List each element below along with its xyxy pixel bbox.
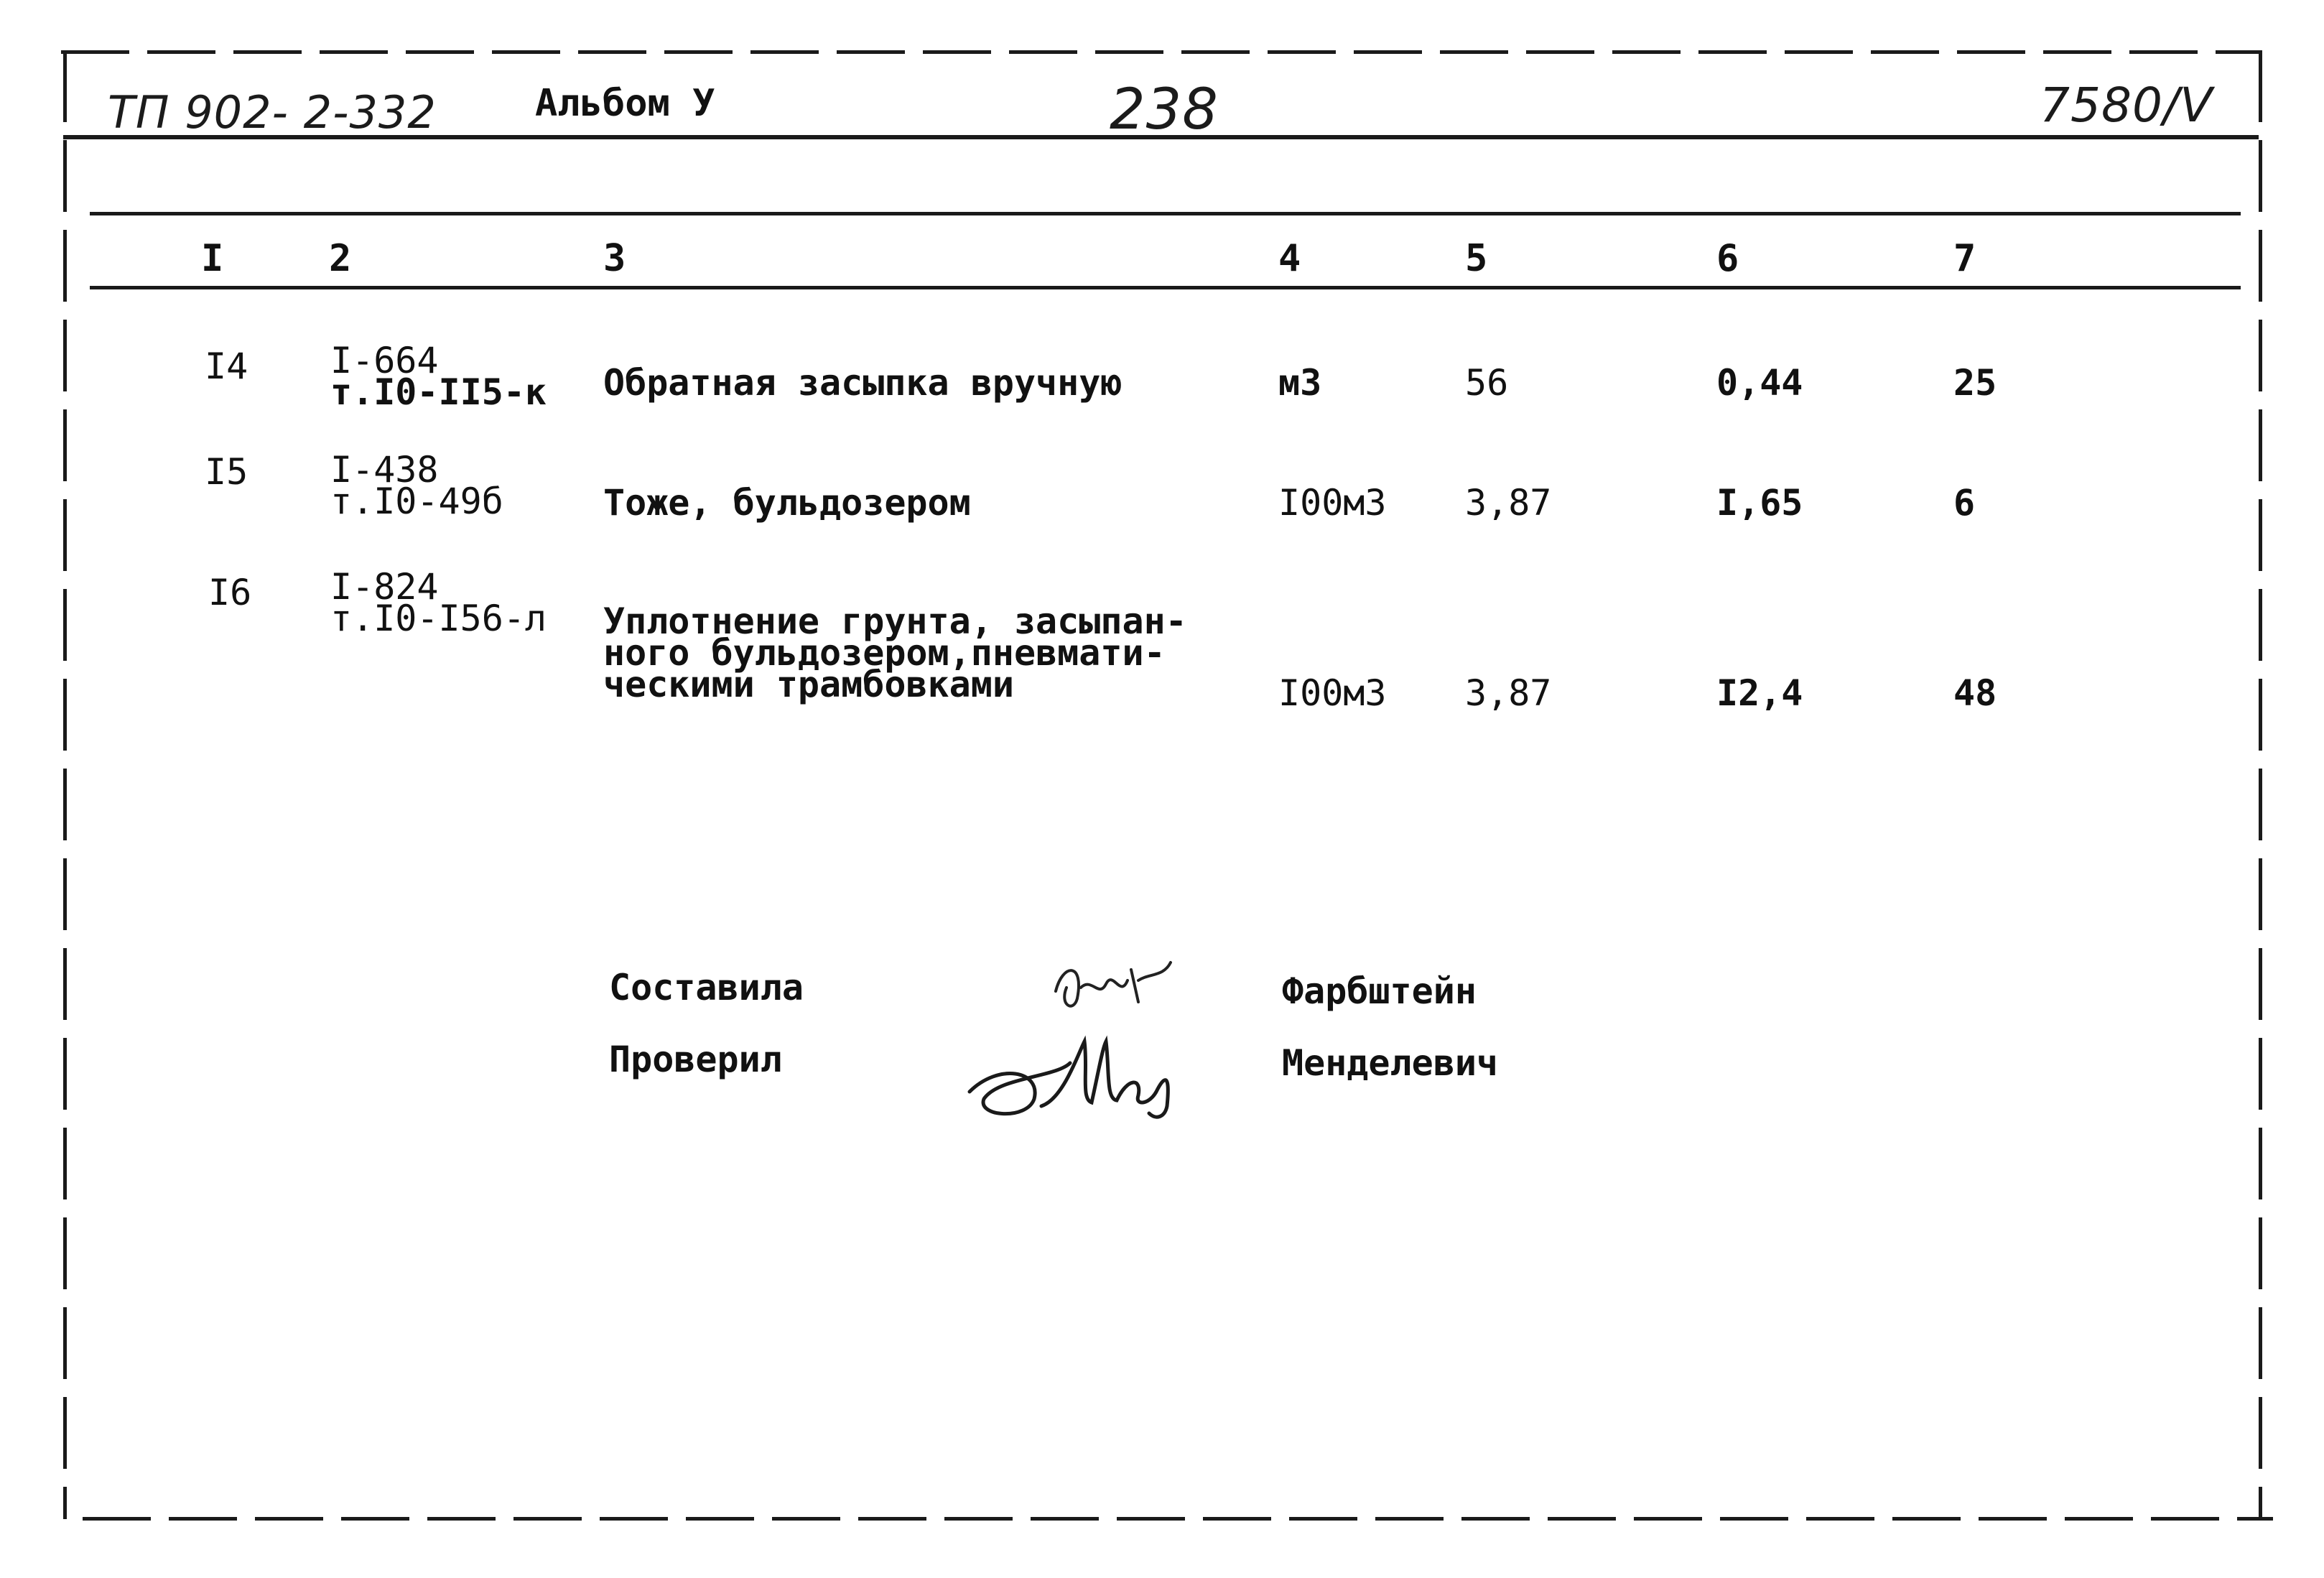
value-col7: 48 [1953,672,1997,714]
row-number: I6 [208,572,252,613]
norm-reference-line2: т.I0-I56-л [330,598,547,639]
work-description-line1: Уплотнение грунта, засыпан- [603,600,1187,642]
work-description-line2: ного бульдозером,пневмати- [603,632,1166,674]
value-col6: 0,44 [1716,362,1803,404]
value-col5: 3,87 [1465,672,1552,714]
col-header-2: 2 [329,237,352,280]
frame-right [2259,50,2262,1519]
checked-by-label: Проверил [609,1039,782,1080]
value-col5: 56 [1465,362,1509,404]
table-top-rule [90,212,2241,215]
norm-reference [330,449,503,522]
unit: I00м3 [1278,482,1387,524]
norm-reference-line1: I-438 [330,449,439,491]
compiler-signature-icon [1049,948,1178,1027]
row-number: I5 [205,451,248,493]
inventory-number: 7580/V [2040,78,2213,133]
unit: м3 [1278,362,1322,404]
work-description-line3: ческими трамбовками [603,664,1014,705]
page-number: 238 [1110,78,1219,142]
norm-reference [330,340,547,413]
work-description: Тоже, бульдозером [603,482,971,524]
col-header-6: 6 [1716,237,1739,280]
norm-reference [330,566,547,639]
frame-top [61,50,2259,54]
col-header-4: 4 [1278,237,1301,280]
frame-bottom [83,1517,2273,1521]
norm-reference-line1: I-664 [330,340,439,381]
norm-reference-line2: т.I0-II5-к [330,371,547,413]
value-col5: 3,87 [1465,482,1552,524]
unit: I00м3 [1278,672,1387,714]
value-col7: 25 [1953,362,1997,404]
norm-reference-line2: т.I0-49б [330,481,503,522]
album-label: Альбом У [535,82,715,125]
checked-by-name: Менделевич [1282,1042,1499,1084]
value-col6: I,65 [1716,482,1803,524]
col-header-5: 5 [1465,237,1488,280]
value-col7: 6 [1953,482,1976,524]
compiled-by-label: Составила [609,967,804,1008]
value-col6: I2,4 [1716,672,1803,714]
row-number: I4 [205,345,248,387]
work-description: Обратная засыпка вручную [603,362,1123,404]
work-description [603,600,1187,705]
frame-left [63,50,67,1519]
col-header-3: 3 [603,237,626,280]
compiled-by-name: Фарбштейн [1282,970,1477,1012]
table-header-rule [90,286,2241,289]
norm-reference-line1: I-824 [330,566,439,608]
col-header-1: I [201,237,224,280]
document-designation: ТП 902- 2-332 [108,86,437,139]
col-header-7: 7 [1953,237,1976,280]
checker-signature-icon [955,1020,1192,1128]
